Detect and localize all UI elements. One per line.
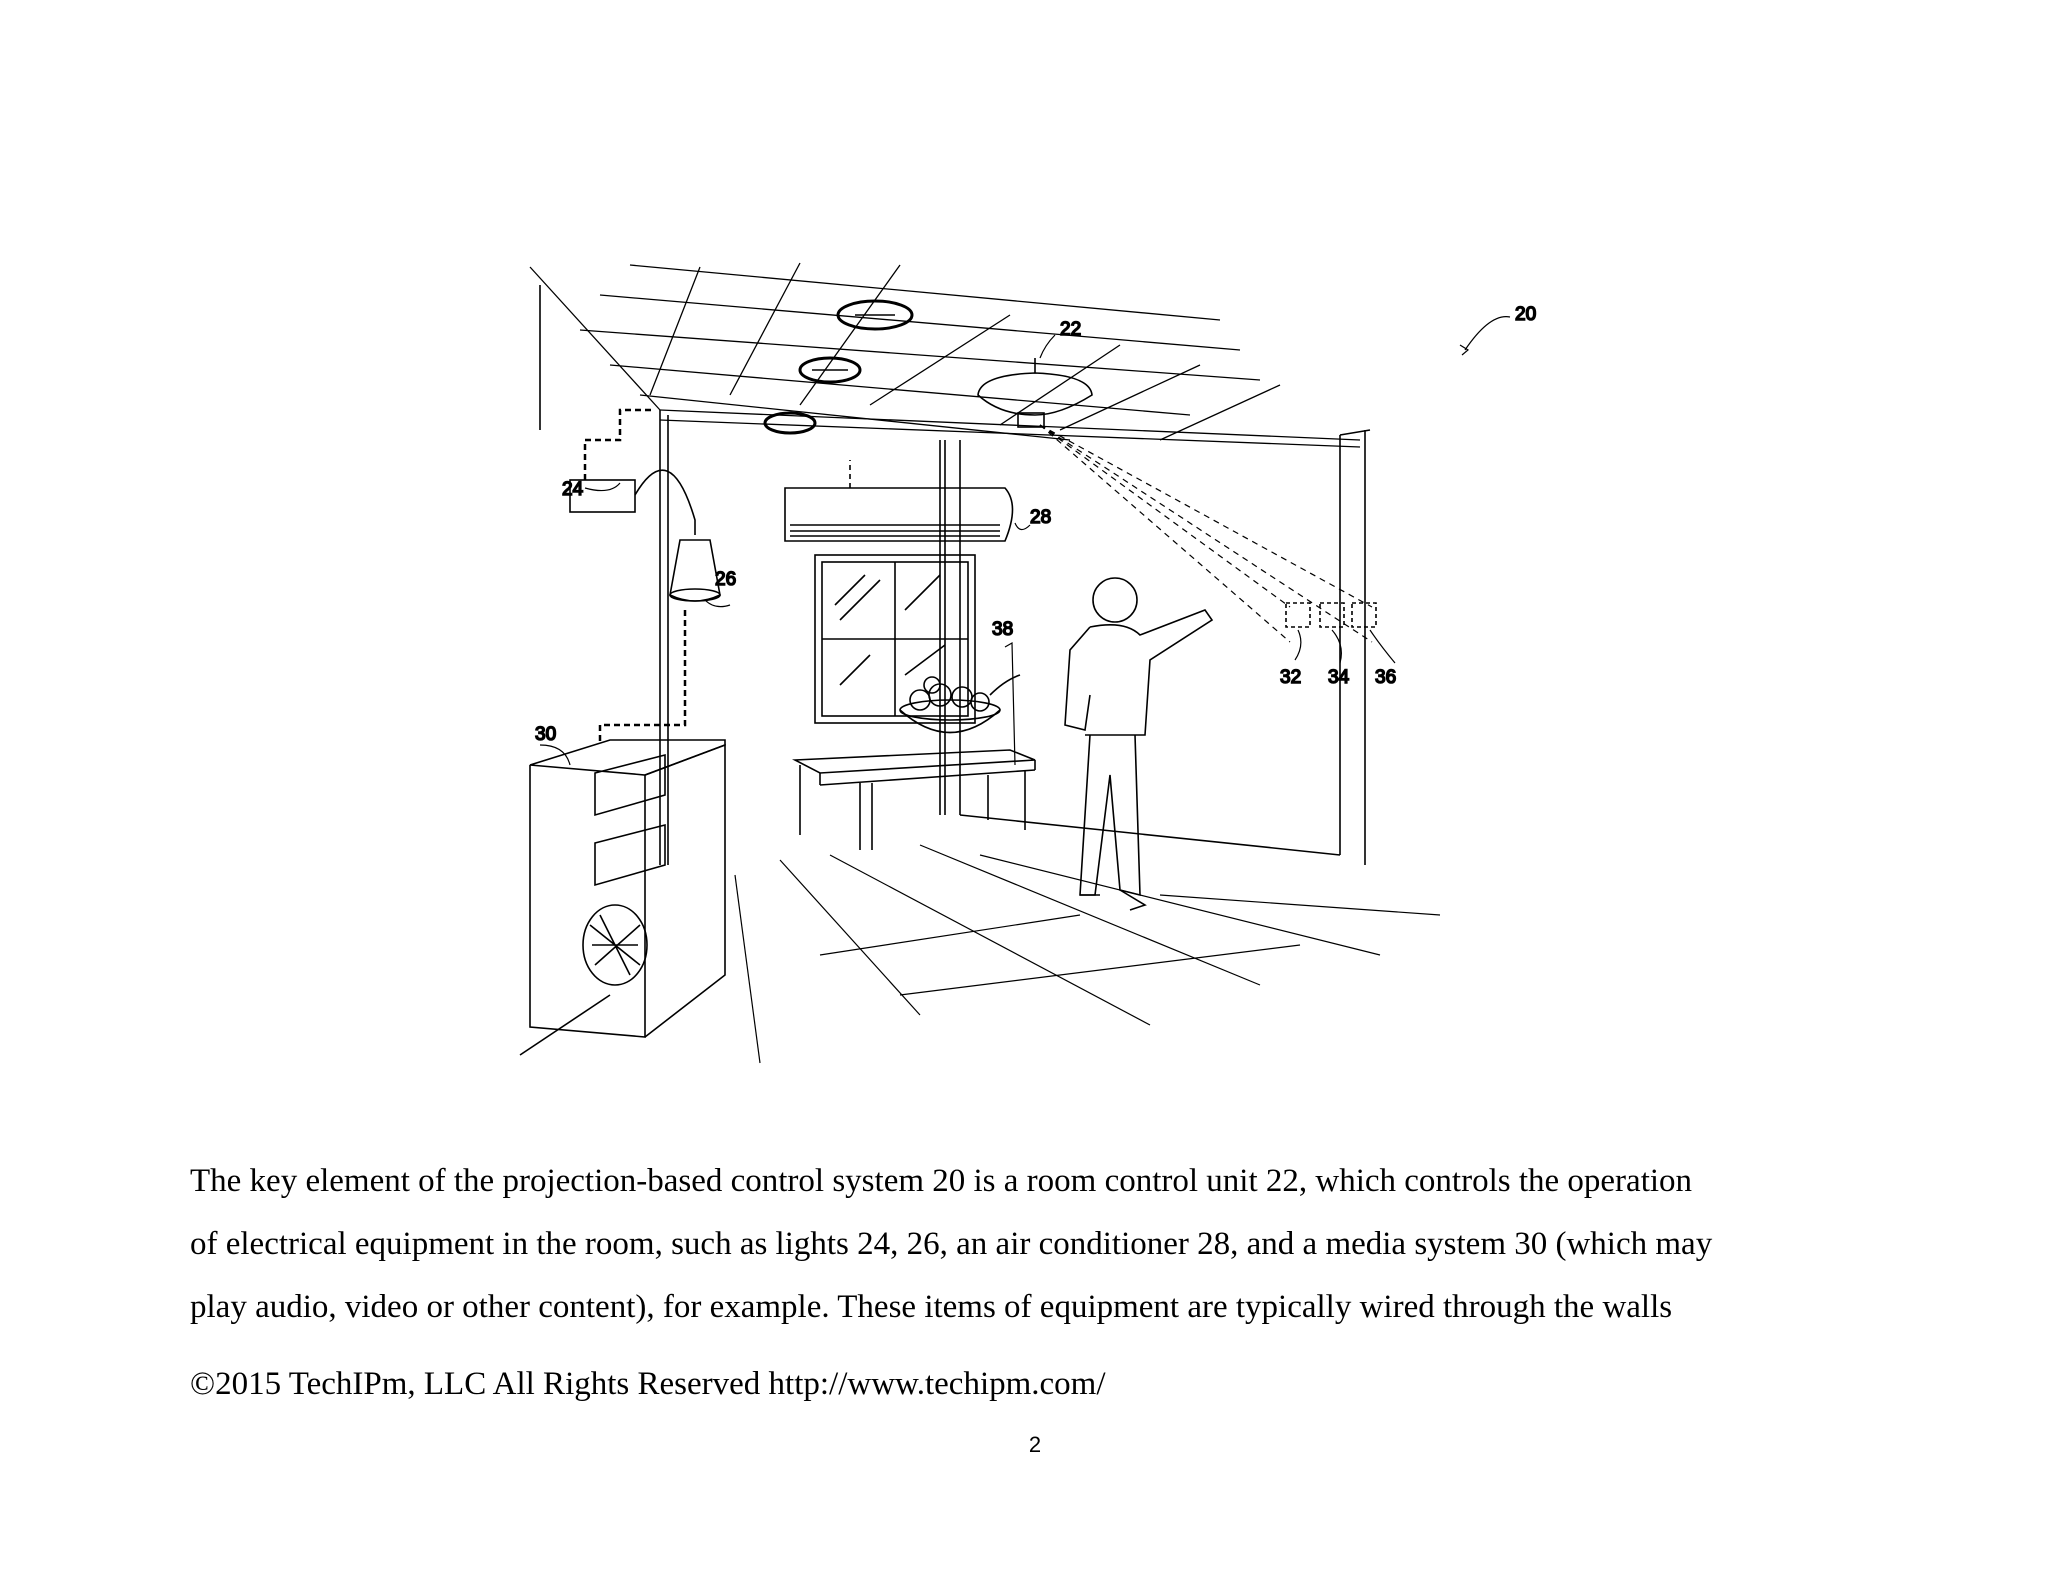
body-line: play audio, video or other content), for example. These items of equipment are typically wired through the walls: [190, 1289, 1673, 1325]
body-line: of electrical equipment in the room, such as lights 24, 26, an air conditioner 28, and a media system 30 (which may: [190, 1226, 1713, 1262]
ref-28: 28: [1030, 507, 1052, 528]
table: [795, 750, 1035, 850]
ref-32: 32: [1280, 667, 1302, 688]
person: [1065, 578, 1212, 910]
media-system: [530, 740, 725, 1037]
page-number: 2: [1028, 1432, 1042, 1457]
ref-34: 34: [1328, 667, 1350, 688]
body-line: The key element of the projection-based control system 20 is a room control unit 22, which controls the operation: [190, 1163, 1693, 1199]
ref-24: 24: [562, 479, 584, 500]
ref-22: 22: [1060, 319, 1082, 340]
patent-figure: [500, 255, 1560, 1085]
ceiling-lights: [765, 301, 912, 433]
body-paragraph: [190, 1150, 1910, 1339]
wall-lamp: [570, 410, 720, 745]
ref-38: 38: [992, 619, 1014, 640]
ref-26: 26: [715, 569, 737, 590]
floor-lines: [735, 845, 1440, 1063]
room-control-unit: [978, 358, 1092, 427]
copyright-footer: ©2015 TechIPm, LLC All Rights Reserved http://www.techipm.com/: [190, 1366, 1106, 1402]
air-conditioner: [785, 460, 1013, 541]
projection-beams: [1040, 425, 1372, 642]
ref-30: 30: [535, 724, 557, 745]
room-illustration: [500, 255, 1560, 1085]
ref-20: 20: [1515, 304, 1537, 325]
projected-icons: [1286, 603, 1376, 627]
ceiling-grid: [530, 263, 1360, 447]
ref-36: 36: [1375, 667, 1397, 688]
